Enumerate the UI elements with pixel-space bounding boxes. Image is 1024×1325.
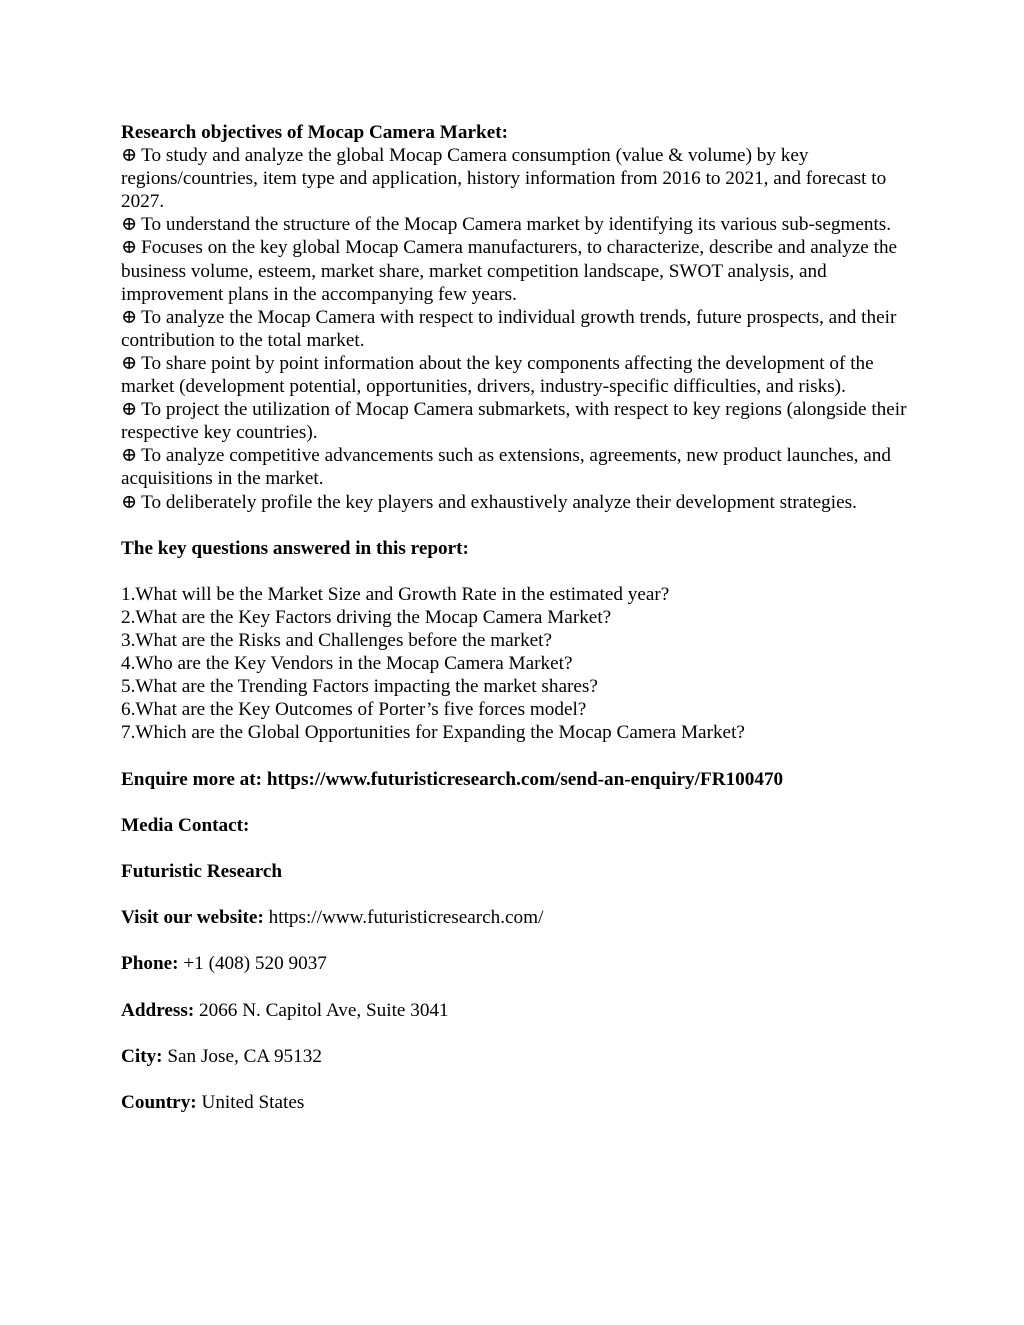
city-line: [121, 1045, 921, 1068]
website-label: Visit our website:: [121, 907, 264, 929]
circled-plus-icon: ⊕: [121, 399, 138, 421]
objective-text: To analyze the Mocap Camera with respect to individual growth trends, future prospects, and their contribution to the total market.: [121, 306, 897, 351]
spacer: [121, 791, 921, 814]
objective-item: [121, 236, 921, 305]
objective-text: Focuses on the key global Mocap Camera manufacturers, to characterize, describe and analyze the business volume, esteem, market share, market competition landscape, SWOT analysis, and improvement plans in the accompanying few years.: [121, 237, 898, 305]
question-item: 3.What are the Risks and Challenges before the market?: [121, 630, 553, 652]
question-item: 1.What will be the Market Size and Growth Rate in the estimated year?: [121, 583, 670, 605]
objective-item: [121, 144, 921, 213]
spacer: [121, 975, 921, 998]
circled-plus-icon: ⊕: [121, 306, 138, 328]
question-item: 2.What are the Key Factors driving the Mocap Camera Market?: [121, 606, 612, 628]
objective-item: [121, 352, 921, 398]
question-item: 7.Which are the Global Opportunities for Expanding the Mocap Camera Market?: [121, 722, 745, 744]
spacer: [121, 745, 921, 768]
spacer: [121, 1022, 921, 1045]
country-label: Country:: [121, 1091, 197, 1113]
objective-text: To project the utilization of Mocap Camera submarkets, with respect to key regions (alongside their respective key countries).: [121, 399, 907, 444]
question-item: 6.What are the Key Outcomes of Porter’s five forces model?: [121, 699, 587, 721]
objective-item: [121, 213, 921, 236]
objective-text: To analyze competitive advancements such as extensions, agreements, new product launches, and acquisitions in the market.: [121, 445, 891, 490]
document-page: [121, 121, 921, 1114]
objective-item: [121, 306, 921, 352]
objective-text: To study and analyze the global Mocap Camera consumption (value & volume) by key regions/countries, item type and application, history information from 2016 to 2021, and forecast to 2027.: [121, 145, 887, 213]
circled-plus-icon: ⊕: [121, 237, 138, 259]
website-link[interactable]: https://www.futuristicresearch.com/: [268, 907, 544, 929]
spacer: [121, 514, 921, 537]
address-value: 2066 N. Capitol Ave, Suite 3041: [199, 999, 449, 1021]
phone-line: [121, 952, 921, 975]
research-objectives-heading: Research objectives of Mocap Camera Market:: [121, 122, 508, 143]
media-contact-heading: Media Contact:: [121, 814, 250, 836]
objectives-list: [121, 144, 921, 514]
city-value: San Jose, CA 95132: [167, 1045, 322, 1067]
objective-text: To understand the structure of the Mocap Camera market by identifying its various sub-segments.: [141, 214, 892, 236]
spacer: [121, 1068, 921, 1091]
country-line: [121, 1091, 921, 1114]
country-value: United States: [201, 1091, 305, 1113]
question-item: 4.Who are the Key Vendors in the Mocap Camera Market?: [121, 653, 573, 675]
phone-label: Phone:: [121, 953, 179, 975]
spacer: [121, 883, 921, 906]
objective-item: [121, 444, 921, 490]
address-line: [121, 999, 921, 1022]
spacer: [121, 837, 921, 860]
phone-value: +1 (408) 520 9037: [183, 953, 327, 975]
objective-text: To deliberately profile the key players and exhaustively analyze their development strategies.: [141, 491, 857, 513]
objective-item: [121, 398, 921, 444]
key-questions-heading: The key questions answered in this report:: [121, 537, 469, 559]
objective-item: [121, 491, 921, 514]
circled-plus-icon: ⊕: [121, 445, 138, 467]
spacer: [121, 929, 921, 952]
circled-plus-icon: ⊕: [121, 491, 138, 513]
objective-text: To share point by point information about the key components affecting the development of the market (development potential, opportunities, drivers, industry-specific difficulties, and risks).: [121, 352, 874, 398]
circled-plus-icon: ⊕: [121, 214, 138, 236]
address-label: Address:: [121, 999, 195, 1021]
question-item: 5.What are the Trending Factors impacting the market shares?: [121, 676, 598, 698]
website-line: [121, 906, 921, 929]
spacer: [121, 560, 921, 583]
circled-plus-icon: ⊕: [121, 352, 138, 374]
questions-list: [121, 583, 921, 745]
company-name: Futuristic Research: [121, 861, 283, 882]
enquire-link[interactable]: Enquire more at: https://www.futuristicresearch.com/send-an-enquiry/FR100470: [121, 768, 784, 790]
city-label: City:: [121, 1045, 163, 1067]
circled-plus-icon: ⊕: [121, 145, 138, 167]
